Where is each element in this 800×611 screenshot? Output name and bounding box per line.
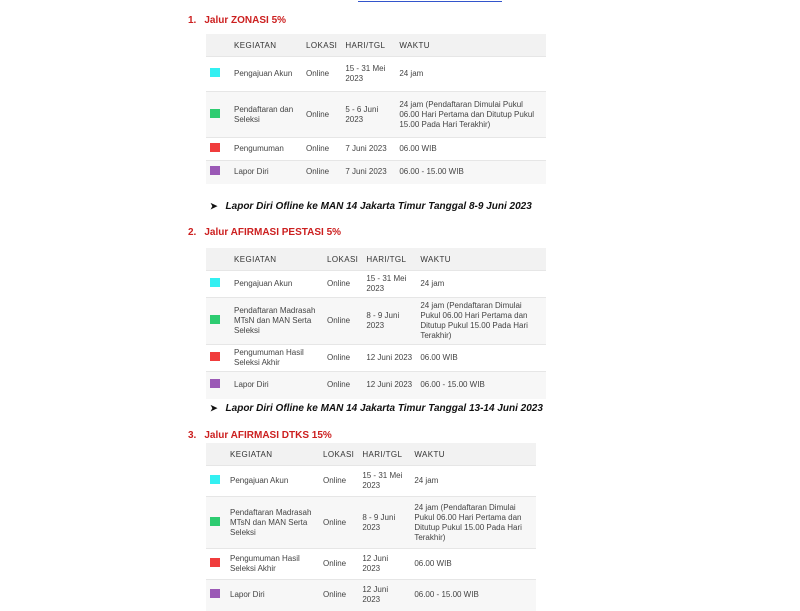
cell-waktu: 06.00 - 15.00 WIB: [395, 161, 546, 184]
table-row: [206, 580, 536, 611]
cell-tanggal: 12 Juni 2023: [362, 372, 416, 399]
color-swatch: [210, 475, 220, 484]
cell-tanggal: 12 Juni 2023: [358, 580, 410, 611]
schedule-table-zonasi: [206, 34, 546, 184]
cell-tanggal: 7 Juni 2023: [341, 161, 395, 184]
section-number: 1.: [188, 15, 197, 26]
cell-kegiatan: Pengumuman Hasil Seleksi Akhir: [230, 345, 323, 372]
table-row: [206, 466, 536, 497]
cell-waktu: 06.00 - 15.00 WIB: [410, 580, 536, 611]
cell-kegiatan: Pengajuan Akun: [230, 57, 302, 92]
color-swatch: [210, 278, 220, 287]
header-hari-tgl: HARI/TGL: [358, 443, 410, 466]
color-swatch: [210, 379, 220, 388]
cell-tanggal: 8 - 9 Juni 2023: [362, 298, 416, 345]
schedule-table-afirmasi-dtks: [206, 443, 536, 611]
section-title-text: Jalur AFIRMASI DTKS 15%: [204, 430, 332, 441]
cell-kegiatan: Pendaftaran Madrasah MTsN dan MAN Serta Seleksi: [230, 298, 323, 345]
cell-tanggal: 5 - 6 Juni 2023: [341, 92, 395, 138]
cell-kegiatan: Lapor Diri: [230, 372, 323, 399]
header-kegiatan: KEGIATAN: [230, 248, 323, 271]
cell-kegiatan: Lapor Diri: [230, 161, 302, 184]
section-title-afirmasi-prestasi: [188, 227, 341, 238]
table-row: [206, 92, 546, 138]
cell-tanggal: 12 Juni 2023: [362, 345, 416, 372]
header-waktu: WAKTU: [410, 443, 536, 466]
note-lapor-diri-zonasi: [210, 201, 532, 212]
section-title-zonasi: [188, 15, 286, 26]
arrow-bullet-icon: ➤: [210, 201, 218, 211]
color-swatch: [210, 558, 220, 567]
cell-waktu: 24 jam (Pendaftaran Dimulai Pukul 06.00 Hari Pertama dan Ditutup Pukul 15.00 Pada Hari Terakhir): [395, 92, 546, 138]
cell-tanggal: 15 - 31 Mei 2023: [358, 466, 410, 497]
cell-waktu: 24 jam (Pendaftaran Dimulai Pukul 06.00 Hari Pertama dan Ditutup Pukul 15.00 Pada Hari Terakhir): [410, 497, 536, 549]
color-swatch: [210, 352, 220, 361]
cell-kegiatan: Pengajuan Akun: [230, 271, 323, 298]
cell-kegiatan: Lapor Diri: [226, 580, 319, 611]
cell-waktu: 24 jam: [395, 57, 546, 92]
header-kegiatan: KEGIATAN: [230, 34, 302, 57]
cell-kegiatan: Pendaftaran dan Seleksi: [230, 92, 302, 138]
header-waktu: WAKTU: [416, 248, 546, 271]
table-header-row: [206, 248, 546, 271]
color-swatch: [210, 68, 220, 77]
color-swatch: [210, 143, 220, 152]
cell-kegiatan: Pengajuan Akun: [226, 466, 319, 497]
cell-tanggal: 12 Juni 2023: [358, 549, 410, 580]
cell-lokasi: Online: [323, 345, 362, 372]
cell-lokasi: Online: [319, 549, 358, 580]
schedule-table-afirmasi-prestasi: [206, 248, 546, 399]
header-hari-tgl: HARI/TGL: [362, 248, 416, 271]
cell-waktu: 06.00 WIB: [410, 549, 536, 580]
cell-lokasi: Online: [319, 497, 358, 549]
cell-waktu: 24 jam: [416, 271, 546, 298]
note-text: Lapor Diri Ofline ke MAN 14 Jakarta Timur Tanggal 13-14 Juni 2023: [225, 403, 543, 414]
cell-waktu: 24 jam (Pendaftaran Dimulai Pukul 06.00 Hari Pertama dan Ditutup Pukul 15.00 Pada Hari Terakhir): [416, 298, 546, 345]
cell-lokasi: Online: [319, 580, 358, 611]
color-swatch: [210, 517, 220, 526]
cell-lokasi: Online: [323, 271, 362, 298]
table-row: [206, 298, 546, 345]
color-swatch: [210, 589, 220, 598]
cell-lokasi: Online: [302, 57, 341, 92]
top-link-underline[interactable]: [358, 0, 502, 2]
header-lokasi: LOKASI: [302, 34, 341, 57]
table-header-row: [206, 34, 546, 57]
cell-tanggal: 8 - 9 Juni 2023: [358, 497, 410, 549]
section-number: 2.: [188, 227, 197, 238]
cell-kegiatan: Pendaftaran Madrasah MTsN dan MAN Serta Seleksi: [226, 497, 319, 549]
cell-lokasi: Online: [302, 92, 341, 138]
section-title-afirmasi-dtks: [188, 430, 332, 441]
section-title-text: Jalur ZONASI 5%: [204, 15, 287, 26]
color-swatch: [210, 315, 220, 324]
cell-waktu: 06.00 WIB: [416, 345, 546, 372]
table-row: [206, 138, 546, 161]
table-row: [206, 497, 536, 549]
table-row: [206, 549, 536, 580]
section-title-text: Jalur AFIRMASI PESTASI 5%: [204, 227, 342, 238]
cell-tanggal: 15 - 31 Mei 2023: [341, 57, 395, 92]
table-header-row: [206, 443, 536, 466]
section-number: 3.: [188, 430, 197, 441]
note-text: Lapor Diri Ofline ke MAN 14 Jakarta Timur Tanggal 8-9 Juni 2023: [225, 201, 532, 212]
table-row: [206, 345, 546, 372]
cell-lokasi: Online: [323, 372, 362, 399]
cell-lokasi: Online: [319, 466, 358, 497]
cell-waktu: 24 jam: [410, 466, 536, 497]
cell-tanggal: 15 - 31 Mei 2023: [362, 271, 416, 298]
note-lapor-diri-prestasi: [210, 403, 543, 414]
header-waktu: WAKTU: [395, 34, 546, 57]
header-lokasi: LOKASI: [319, 443, 358, 466]
cell-lokasi: Online: [302, 138, 341, 161]
cell-lokasi: Online: [302, 161, 341, 184]
cell-waktu: 06.00 - 15.00 WIB: [416, 372, 546, 399]
table-row: [206, 161, 546, 184]
color-swatch: [210, 166, 220, 175]
header-hari-tgl: HARI/TGL: [341, 34, 395, 57]
table-row: [206, 57, 546, 92]
cell-waktu: 06.00 WIB: [395, 138, 546, 161]
color-swatch: [210, 109, 220, 118]
header-lokasi: LOKASI: [323, 248, 362, 271]
cell-tanggal: 7 Juni 2023: [341, 138, 395, 161]
table-row: [206, 372, 546, 399]
arrow-bullet-icon: ➤: [210, 403, 218, 413]
table-row: [206, 271, 546, 298]
header-kegiatan: KEGIATAN: [226, 443, 319, 466]
cell-kegiatan: Pengumuman: [230, 138, 302, 161]
cell-lokasi: Online: [323, 298, 362, 345]
cell-kegiatan: Pengumuman Hasil Seleksi Akhir: [226, 549, 319, 580]
